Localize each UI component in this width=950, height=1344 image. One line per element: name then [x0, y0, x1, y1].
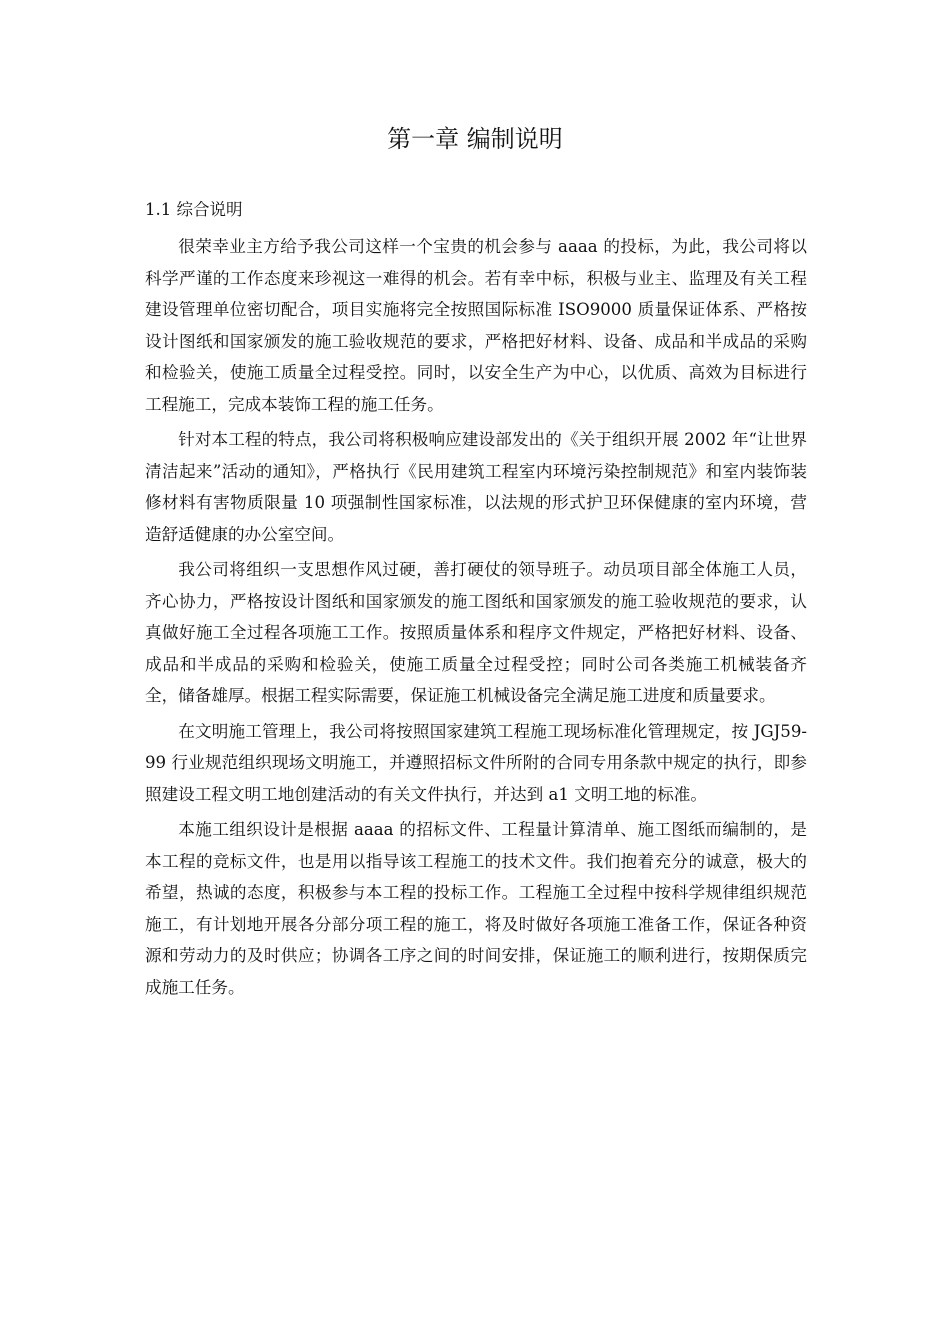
chapter-title: 第一章 编制说明 — [387, 125, 563, 153]
body-text — [145, 231, 807, 1003]
paragraph-5: 本施工组织设计是根据 aaaa 的招标文件、工程量计算清单、施工图纸而编制的，是本工程的竞标文件，也是用以指导该工程施工的技术文件。我们抱着充分的诚意，极大的希望，热诚的态度，积极参与本工程的投标工作。工程施工全过程中按科学规律组织规范施工，有计划地开展各分部分项工程的施工，将及时做好各项施工准备工作，保证各种资源和劳动力的及时供应；协调各工序之间的时间安排，保证施工的顺利进行，按期保质完成施工任务。 — [145, 820, 807, 997]
paragraph-4: 在文明施工管理上，我公司将按照国家建筑工程施工现场标准化管理规定，按 JGJ59-99 行业规范组织现场文明施工，并遵照招标文件所附的合同专用条款中规定的执行，即参照建设工程文明工地创建活动的有关文件执行，并达到 a1 文明工地的标准。 — [145, 721, 807, 804]
paragraph-2: 针对本工程的特点，我公司将积极响应建设部发出的《关于组织开展 2002 年“让世界清洁起来”活动的通知》，严格执行《民用建筑工程室内环境污染控制规范》和室内装饰装修材料有害物质限量 10 项强制性国家标准，以法规的形式护卫环保健康的室内环境，营造舒适健康的办公室空间。 — [145, 430, 807, 544]
paragraph-3: 我公司将组织一支思想作风过硬，善打硬仗的领导班子。动员项目部全体施工人员，齐心协力，严格按设计图纸和国家颁发的施工图纸和国家颁发的施工验收规范的要求，认真做好施工全过程各项施工工作。按照质量体系和程序文件规定，严格把好材料、设备、成品和半成品的采购和检验关，使施工质量全过程受控；同时公司各类施工机械装备齐全，储备雄厚。根据工程实际需要，保证施工机械设备完全满足施工进度和质量要求。 — [145, 560, 807, 705]
section-heading: 1.1 综合说明 — [145, 200, 243, 219]
paragraph-1: 很荣幸业主方给予我公司这样一个宝贵的机会参与 aaaa 的投标，为此，我公司将以科学严谨的工作态度来珍视这一难得的机会。若有幸中标，积极与业主、监理及有关工程建设管理单位密切配合，项目实施将完全按照国际标准 ISO9000 质量保证体系、严格按设计图纸和国家颁发的施工验收规范的要求，严格把好材料、设备、成品和半成品的采购和检验关，使施工质量全过程受控。同时，以安全生产为中心，以优质、高效为目标进行工程施工，完成本装饰工程的施工任务。 — [145, 237, 807, 414]
